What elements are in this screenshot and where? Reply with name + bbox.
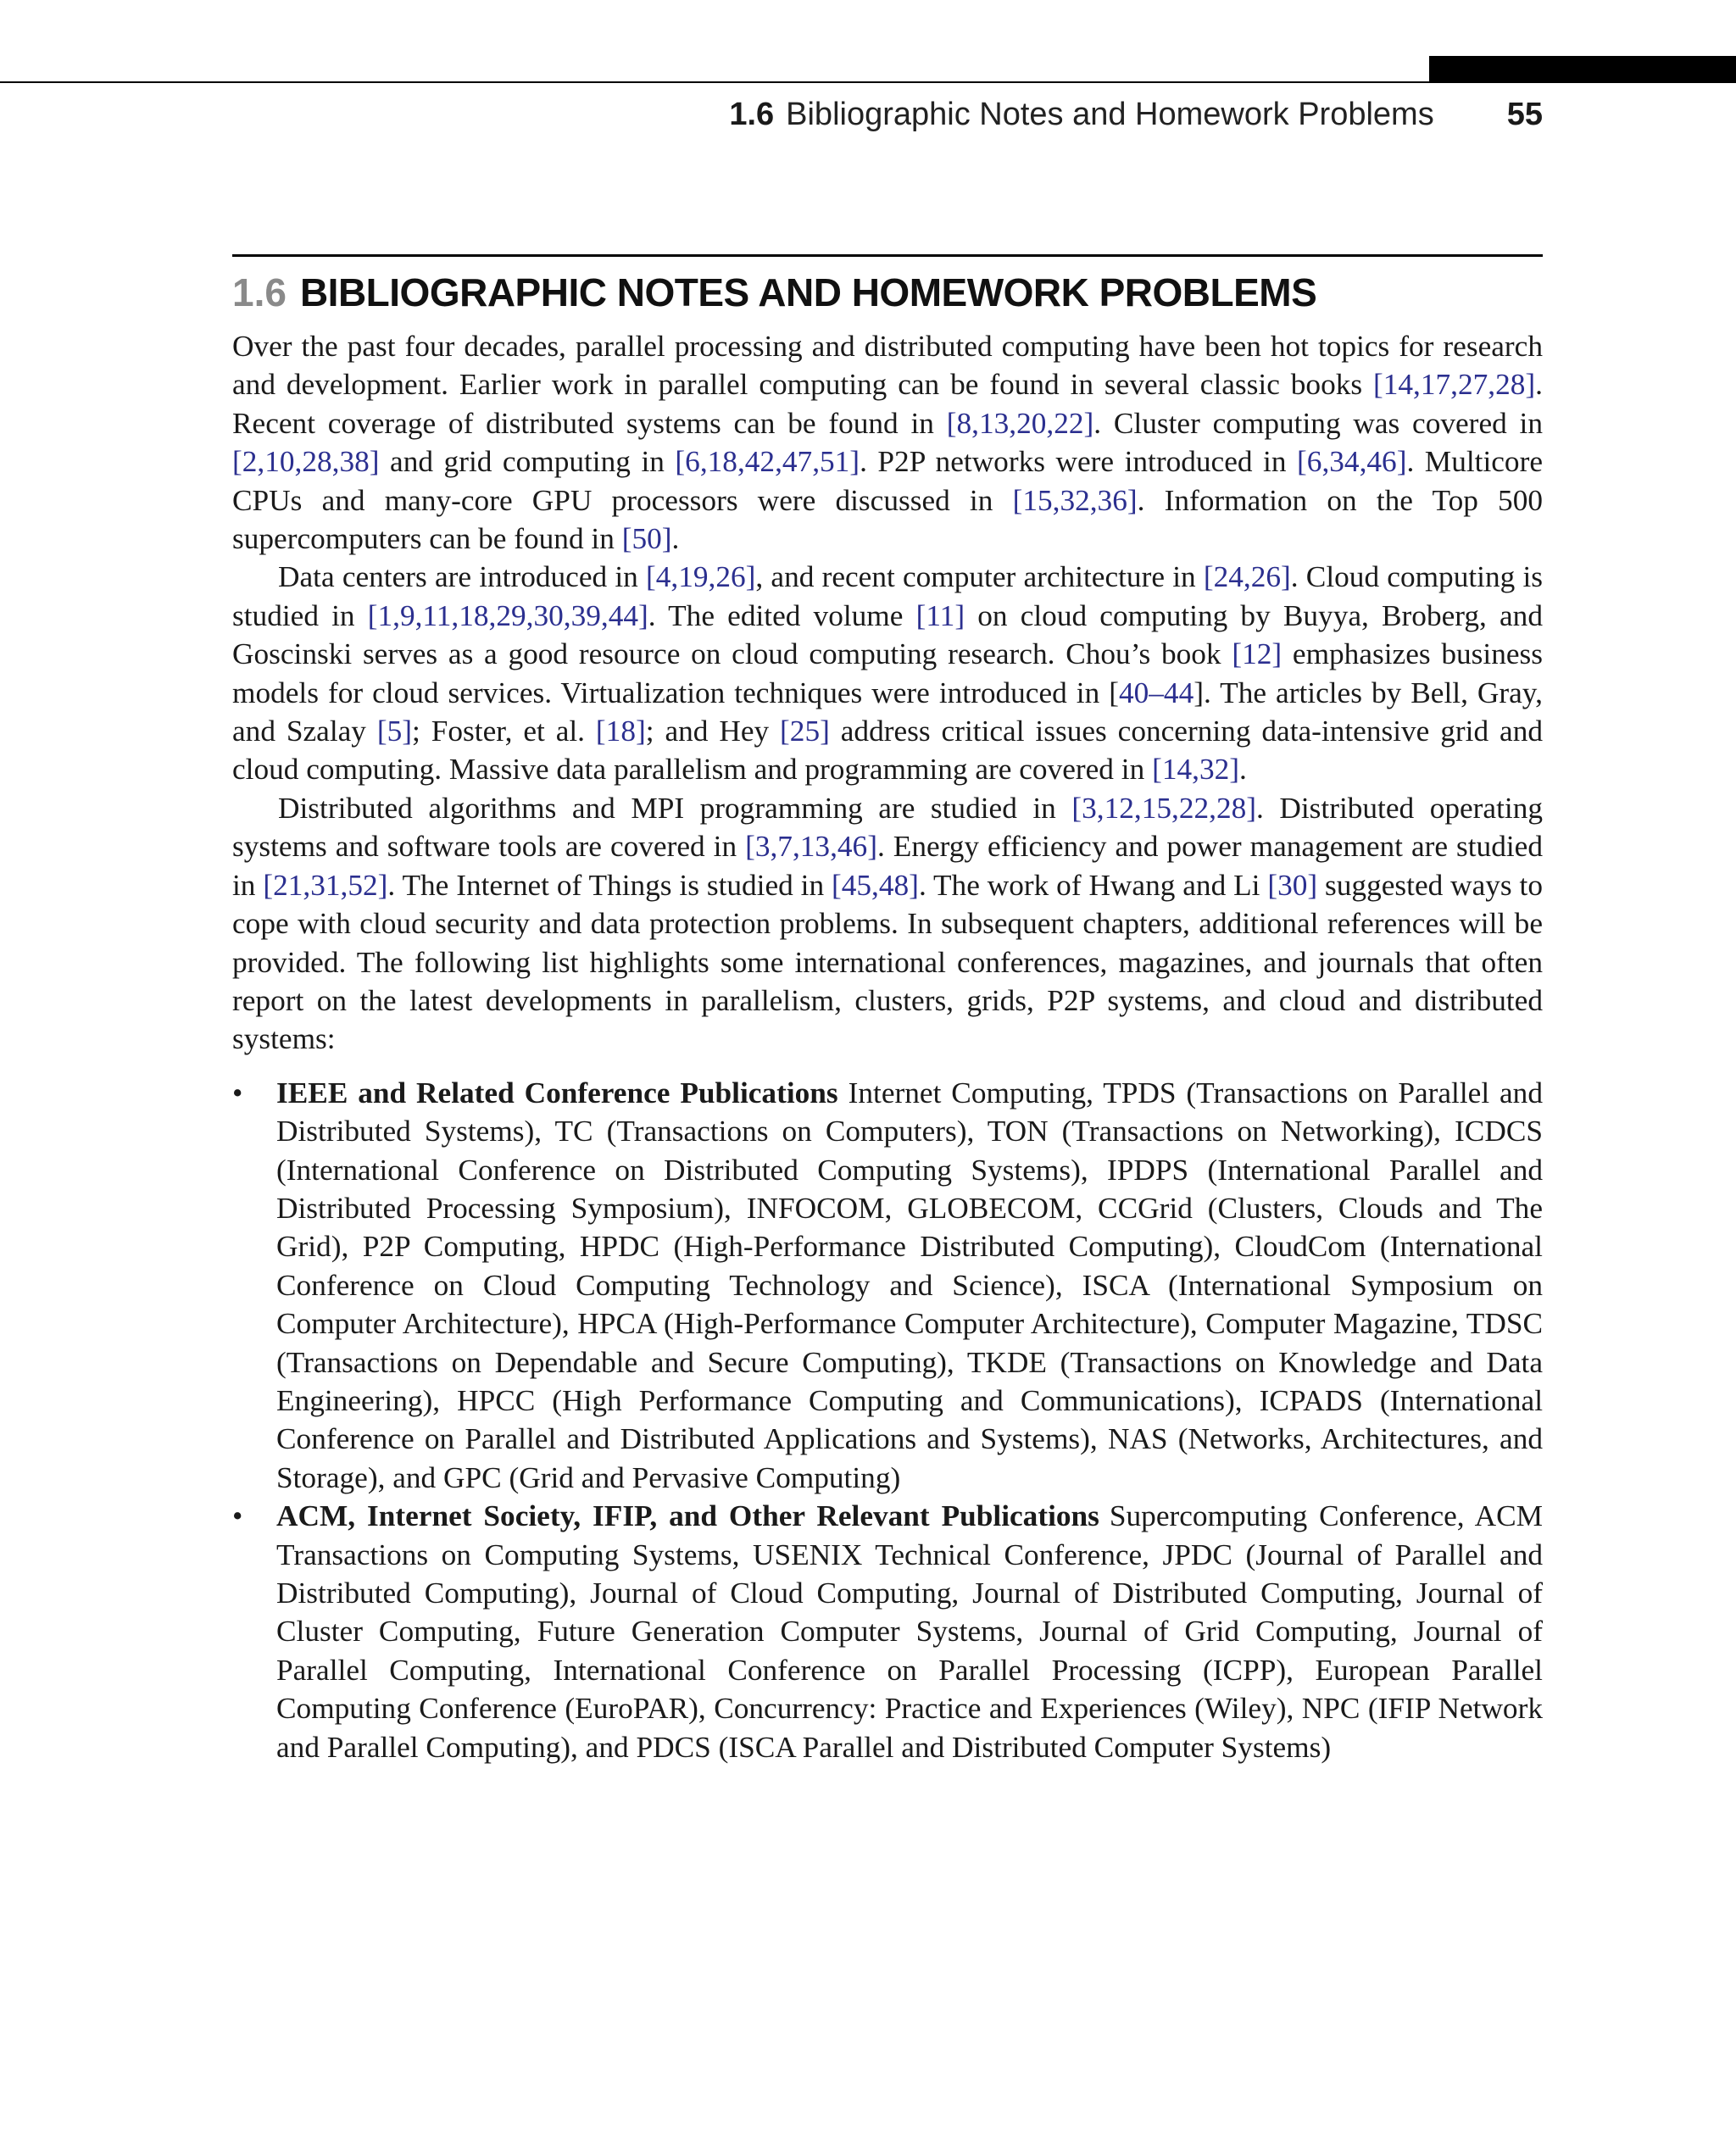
paragraphs bbox=[232, 327, 1543, 1059]
citation-link[interactable]: [24,26] bbox=[1203, 560, 1291, 594]
publication-list bbox=[232, 1074, 1543, 1766]
citation-link[interactable]: [4,19,26] bbox=[646, 560, 756, 594]
citation-link[interactable]: [14,17,27,28] bbox=[1373, 368, 1536, 402]
list-item-text: Supercomputing Conference, ACM Transactions on Computing Systems, USENIX Technical Conference, JPDC (Journal of Parallel and Distributed Computing), Journal of Cloud Computing, Journal of Distributed Computing, Journal of Cluster Computing, Future Generation Computer Systems, Journal of Grid Computing, Journal of Parallel Computing, International Conference on Parallel Processing (ICPP), European Parallel Computing Conference (EuroPAR), Concurrency: Practice and Experiences (Wiley), NPC (IFIP Network and Parallel Computing), and PDCS (ISCA Parallel and Distributed Computer Systems) bbox=[276, 1499, 1543, 1764]
bullet-icon: • bbox=[232, 1499, 243, 1533]
paragraph-text: , and recent computer architecture in bbox=[755, 560, 1204, 594]
body-text bbox=[232, 327, 1543, 1766]
citation-link[interactable]: [14,32] bbox=[1152, 753, 1239, 787]
list-item-heading: IEEE and Related Conference Publications bbox=[276, 1076, 838, 1109]
paragraph-text: . P2P networks were introduced in bbox=[860, 445, 1298, 479]
section-heading bbox=[232, 270, 1543, 320]
citation-link[interactable]: [11] bbox=[915, 598, 965, 632]
citation-link[interactable]: [1,9,11,18,29,30,39,44] bbox=[367, 598, 648, 632]
citation-link[interactable]: [8,13,20,22] bbox=[946, 406, 1094, 440]
paragraph-text: ; and Hey bbox=[645, 715, 781, 748]
running-header-section-number: 1.6 bbox=[729, 97, 775, 132]
section-title: BIBLIOGRAPHIC NOTES AND HOMEWORK PROBLEMS bbox=[299, 270, 1317, 314]
header-tab-bar bbox=[1429, 56, 1736, 83]
paragraph-text: . Cloud computing is studied in bbox=[232, 560, 1543, 632]
paragraph-text: . Recent coverage of distributed systems can be found in bbox=[232, 368, 1543, 440]
section-rule bbox=[232, 254, 1543, 257]
citation-link[interactable]: [15,32,36] bbox=[1012, 483, 1138, 517]
paragraph-text: ]. The articles by Bell, Gray, and Szalay bbox=[232, 676, 1543, 748]
list-item-heading: ACM, Internet Society, IFIP, and Other Relevant Publications bbox=[276, 1499, 1099, 1533]
citation-link[interactable]: [2,10,28,38] bbox=[232, 445, 380, 479]
paragraph-1 bbox=[232, 327, 1543, 558]
paragraph-text: . Multicore CPUs and many-core GPU processors were discussed in bbox=[232, 445, 1543, 517]
paragraph-text: Data centers are introduced in bbox=[278, 560, 646, 594]
paragraph-text: suggested ways to cope with cloud security and data protection problems. In subsequent chapters, additional references will be provided. The following list highlights some international conferences, magazines, and journals that often report on the latest developments in parallelism, clusters, grids, P2P systems, and cloud and distributed systems: bbox=[232, 868, 1543, 1056]
citation-link[interactable]: [21,31,52] bbox=[263, 868, 388, 902]
page-number: 55 bbox=[1506, 97, 1543, 132]
citation-link[interactable]: [12] bbox=[1232, 637, 1283, 671]
citation-link[interactable]: [3,7,13,46] bbox=[745, 830, 877, 864]
paragraph-text: . The edited volume bbox=[648, 598, 916, 632]
citation-link[interactable]: [6,34,46] bbox=[1297, 445, 1407, 479]
paragraph-text: . Distributed operating systems and software tools are covered in bbox=[232, 791, 1543, 864]
bullet-icon: • bbox=[232, 1076, 243, 1109]
paragraph-text: . The Internet of Things is studied in bbox=[387, 868, 832, 902]
citation-link[interactable]: [25] bbox=[780, 715, 830, 748]
citation-link[interactable]: [18] bbox=[595, 715, 646, 748]
running-header-title: Bibliographic Notes and Homework Problems bbox=[786, 97, 1434, 132]
paragraph-2 bbox=[232, 558, 1543, 788]
paragraph-text: Distributed algorithms and MPI programming are studied in bbox=[278, 791, 1072, 825]
paragraph-text: . Cluster computing was covered in bbox=[1093, 406, 1543, 440]
section-number: 1.6 bbox=[232, 270, 287, 314]
paragraph-text: on cloud computing by Buyya, Broberg, and Goscinski serves as a good resource on cloud computing research. Chou’s book bbox=[232, 598, 1543, 671]
running-header bbox=[729, 97, 1543, 137]
paragraph-text: and grid computing in bbox=[379, 445, 676, 479]
citation-link[interactable]: [5] bbox=[376, 715, 413, 748]
paragraph-text: address critical issues concerning data-intensive grid and cloud computing. Massive data parallelism and programming are covered in bbox=[232, 715, 1543, 787]
citation-link[interactable]: [50] bbox=[621, 522, 672, 556]
paragraph-text: . bbox=[671, 522, 680, 556]
citation-link[interactable]: [45,48] bbox=[832, 868, 919, 902]
list-item bbox=[232, 1074, 1543, 1497]
paragraph-3 bbox=[232, 789, 1543, 1059]
header-rule bbox=[0, 81, 1736, 83]
paragraph-text: emphasizes business models for cloud services. Virtualization techniques were introduced in [ bbox=[232, 637, 1543, 709]
citation-link[interactable]: [6,18,42,47,51] bbox=[675, 445, 860, 479]
paragraph-text: Over the past four decades, parallel processing and distributed computing have been hot topics for research and development. Earlier work in parallel computing can be found in several classic books bbox=[232, 330, 1543, 402]
citation-link[interactable]: 40–44 bbox=[1118, 676, 1194, 709]
paragraph-text: . The work of Hwang and Li bbox=[918, 868, 1268, 902]
paragraph-text: . Energy efficiency and power management are studied in bbox=[232, 830, 1543, 902]
citation-link[interactable]: [3,12,15,22,28] bbox=[1071, 791, 1257, 825]
paragraph-text: ; Foster, et al. bbox=[412, 715, 596, 748]
list-item-text: Internet Computing, TPDS (Transactions on Parallel and Distributed Systems), TC (Transactions on Computers), TON (Transactions on Networking), ICDCS (International Conference on Distributed Computing Systems), IPDPS (International Parallel and Distributed Processing Symposium), INFOCOM, GLOBECOM, CCGrid (Clusters, Clouds and The Grid), P2P Computing, HPDC (High-Performance Distributed Computing), CloudCom (International Conference on Cloud Computing Technology and Science), ISCA (International Symposium on Computer Architecture), HPCA (High-Performance Computer Architecture), Computer Magazine, TDSC (Transactions on Dependable and Secure Computing), TKDE (Transactions on Knowledge and Data Engineering), HPCC (High Performance Computing and Communications), ICPADS (International Conference on Parallel and Distributed Applications and Systems), NAS (Networks, Architectures, and Storage), and GPC (Grid and Pervasive Computing) bbox=[276, 1076, 1543, 1494]
paragraph-text: . bbox=[1239, 753, 1247, 787]
list-item bbox=[232, 1497, 1543, 1766]
paragraph-text: . Information on the Top 500 supercomputers can be found in bbox=[232, 483, 1544, 556]
citation-link[interactable]: [30] bbox=[1267, 868, 1318, 902]
